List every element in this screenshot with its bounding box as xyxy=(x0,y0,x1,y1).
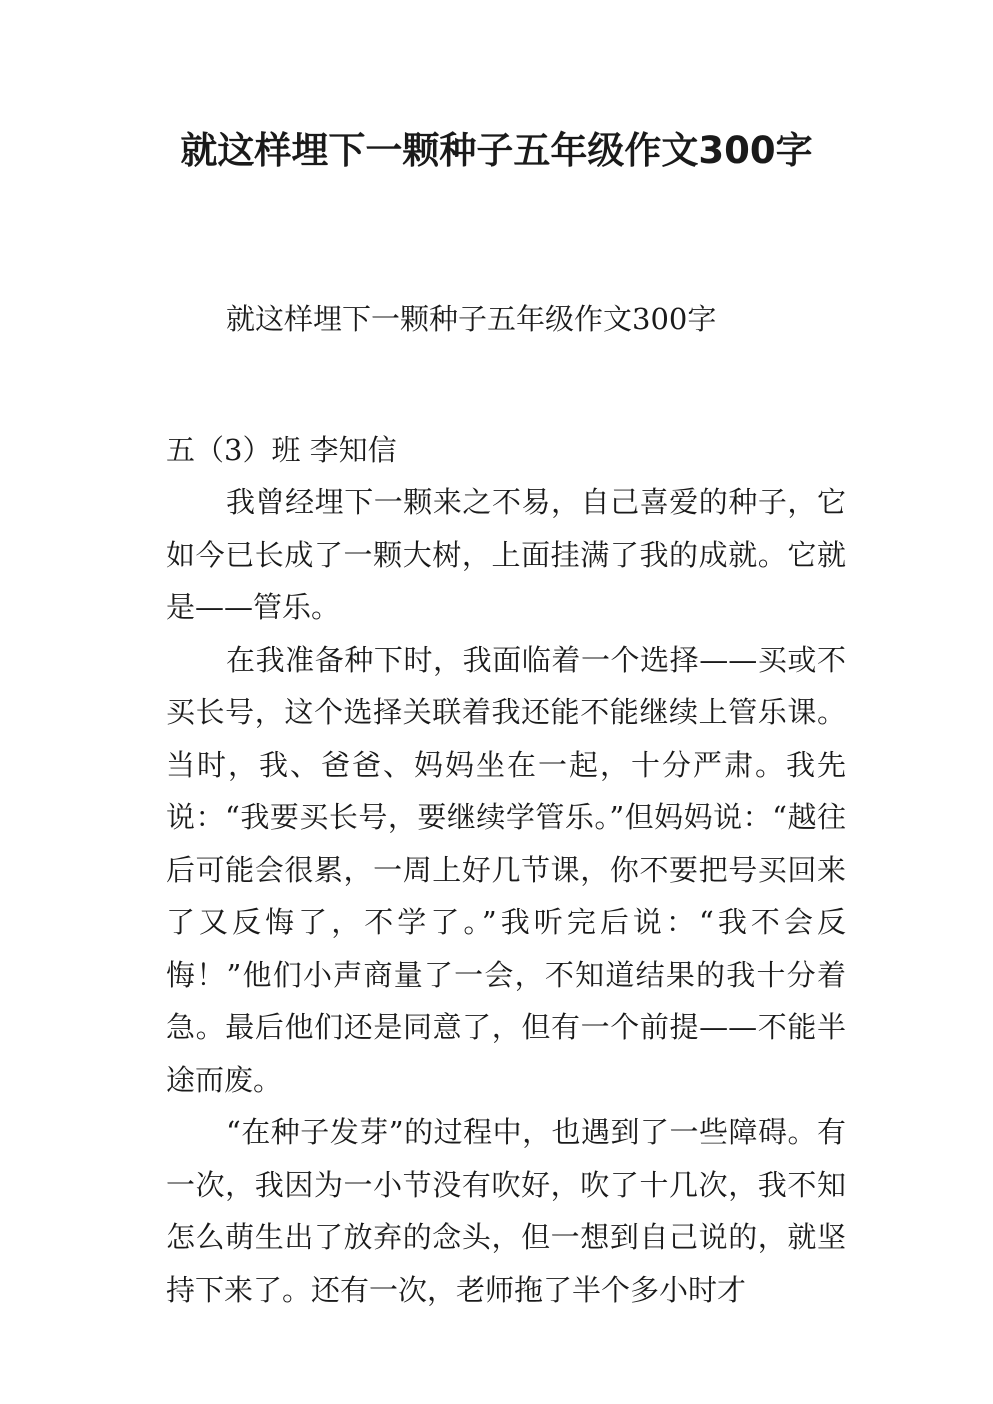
author-line: 五（3）班 李知信 xyxy=(166,432,397,467)
document-title: 就这样埋下一颗种子五年级作文300字 xyxy=(180,129,813,172)
document-body xyxy=(166,293,846,1316)
paragraph-2: 在我准备种下时，我面临着一个选择——买或不买长号，这个选择关联着我还能不能继续上管乐课。当时，我、爸爸、妈妈坐在一起，十分严肃。我先说：“我要买长号，要继续学管乐。”但妈妈说：“越往后可能会很累，一周上好几节课，你不要把号买回来了又反悔了，不学了。”我听完后说：“我不会反悔！”他们小声商量了一会，不知道结果的我十分着急。最后他们还是同意了，但有一个前提——不能半途而废。 xyxy=(166,642,846,1097)
paragraph-1: 我曾经埋下一颗来之不易，自己喜爱的种子，它如今已长成了一颗大树，上面挂满了我的成就。它就是——管乐。 xyxy=(166,485,846,624)
document-subtitle: 就这样埋下一颗种子五年级作文300字 xyxy=(226,302,717,336)
paragraph-3: “在种子发芽”的过程中，也遇到了一些障碍。有一次，我因为一小节没有吹好，吹了十几次，我不知怎么萌生出了放弃的念头，但一想到自己说的，就坚持下来了。还有一次，老师拖了半个多小时才 xyxy=(166,1115,846,1307)
